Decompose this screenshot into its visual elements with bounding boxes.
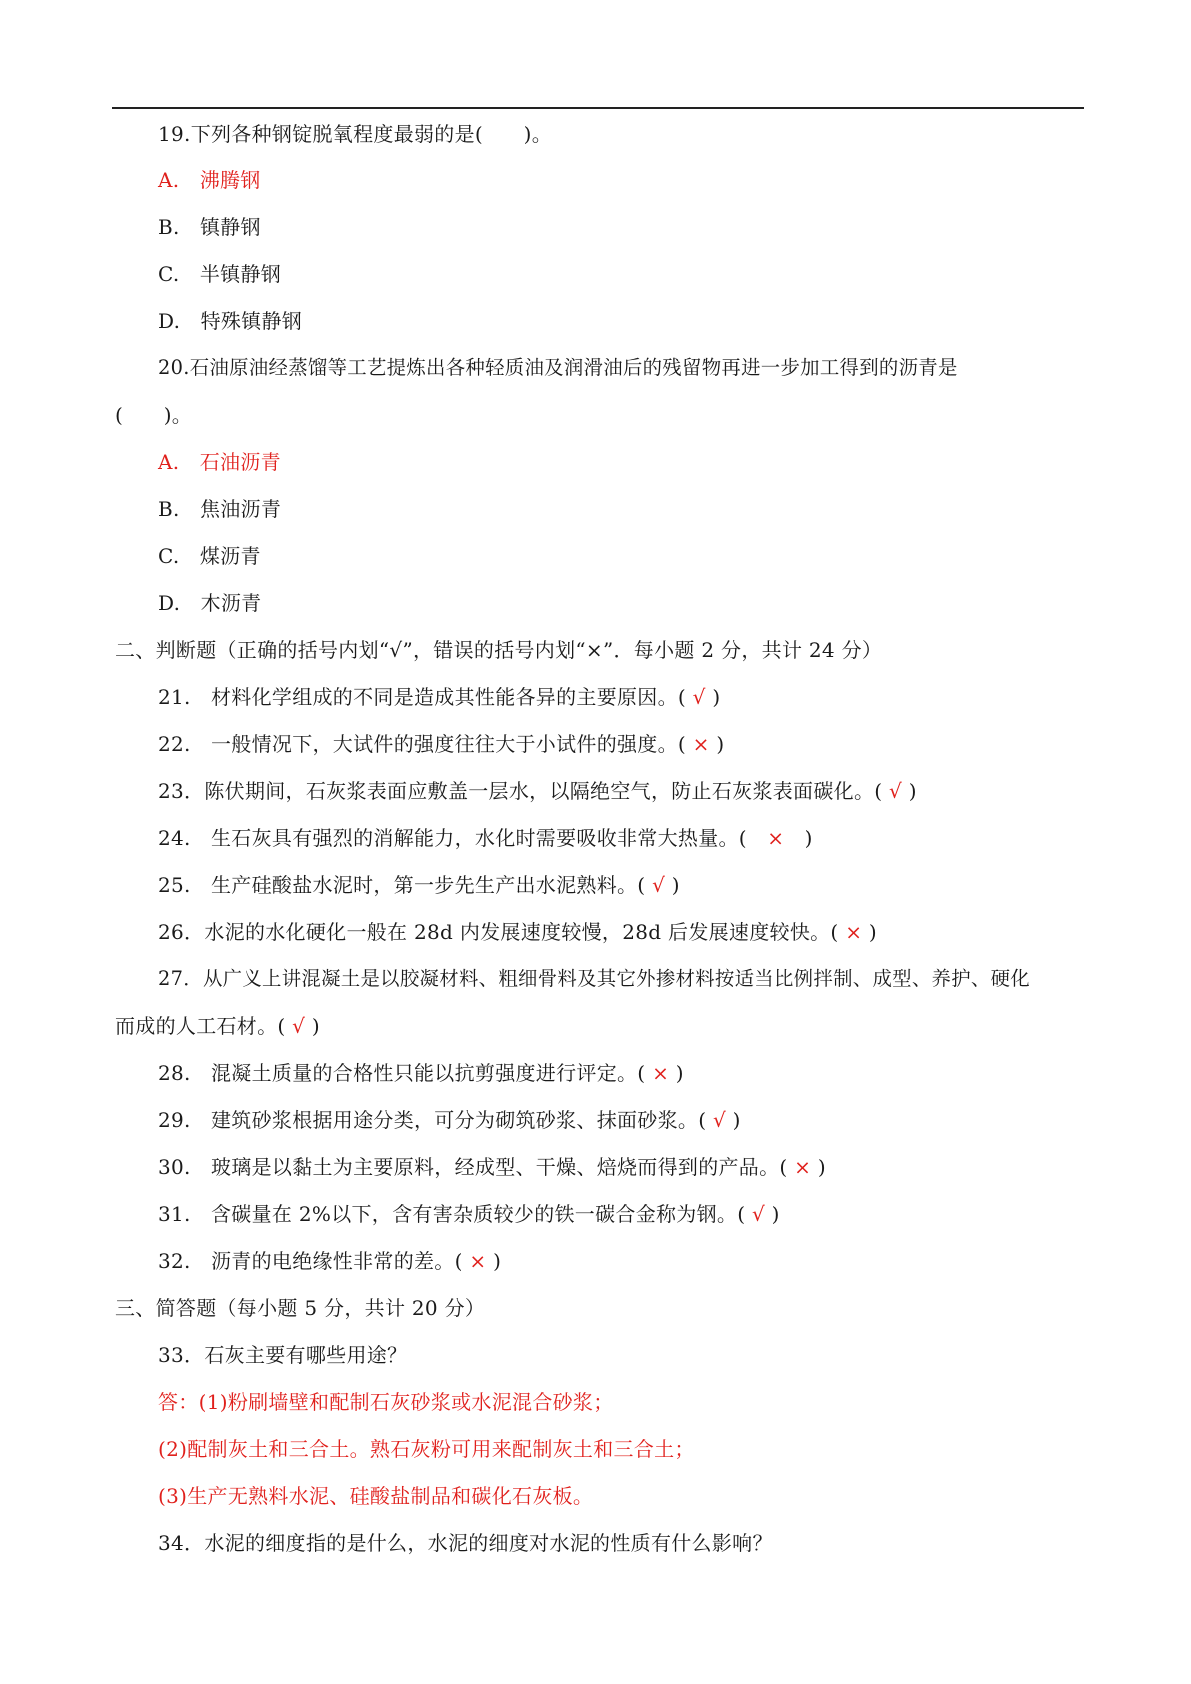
judge-item-30: 30. 玻璃是以黏土为主要原料，经成型、干燥、焙烧而得到的产品。( × )	[158, 1155, 826, 1179]
judge-item-23: 23．陈伏期间，石灰浆表面应敷盖一层水，以隔绝空气，防止石灰浆表面碳化。( √ )	[158, 779, 917, 803]
q33-answer-2: (2)配制灰土和三合土。熟石灰粉可用来配制灰土和三合土；	[158, 1437, 695, 1461]
answer-mark: ×	[787, 1155, 818, 1179]
judge-item-29: 29. 建筑砂浆根据用途分类，可分为砌筑砂浆、抹面砂浆。( √ )	[158, 1108, 741, 1132]
judge-item-21: 21. 材料化学组成的不同是造成其性能各异的主要原因。( √ )	[158, 685, 721, 709]
section3-title: 三、简答题（每小题 5 分，共计 20 分）	[115, 1296, 486, 1320]
q19-option-c: C. 半镇静钢	[158, 262, 282, 286]
q20-option-c: C. 煤沥青	[158, 544, 261, 568]
judge-item-32: 32. 沥青的电绝缘性非常的差。( × )	[158, 1249, 502, 1273]
answer-mark: √	[745, 1202, 772, 1226]
answer-mark: √	[645, 873, 672, 897]
q20-option-a: A. 石油沥青	[158, 450, 281, 474]
answer-mark: √	[686, 685, 713, 709]
answer-mark: ×	[746, 826, 805, 850]
judge-item-27-line1: 27．从广义上讲混凝土是以胶凝材料、粗细骨料及其它外掺材料按适当比例拌制、成型、养护、硬化	[158, 967, 1030, 990]
q19-stem: 19.下列各种钢锭脱氧程度最弱的是( )。	[158, 122, 553, 146]
q20-option-b: B. 焦油沥青	[158, 497, 282, 521]
q20-stem-line1: 20.石油原油经蒸馏等工艺提炼出各种轻质油及润滑油后的残留物再进一步加工得到的沥青是	[158, 356, 958, 379]
q33-answer-3: (3)生产无熟料水泥、硅酸盐制品和碳化石灰板。	[158, 1484, 594, 1508]
q20-option-d: D. 木沥青	[158, 591, 262, 615]
q19-option-a: A. 沸腾钢	[158, 168, 261, 192]
judge-item-31: 31. 含碳量在 2%以下，含有害杂质较少的铁一碳合金称为钢。( √ )	[158, 1202, 780, 1226]
answer-mark: ×	[645, 1061, 676, 1085]
judge-item-27-line2: 而成的人工石材。( √ )	[115, 1014, 320, 1038]
q19-option-b: B. 镇静钢	[158, 215, 261, 239]
judge-item-26: 26．水泥的水化硬化一般在 28d 内发展速度较慢，28d 后发展速度较快。( × )	[158, 920, 878, 944]
q33-answer-1: 答：(1)粉刷墙壁和配制石灰砂浆或水泥混合砂浆；	[158, 1390, 614, 1414]
judge-item-25: 25. 生产硅酸盐水泥时，第一步先生产出水泥熟料。( √ )	[158, 873, 680, 897]
judge-item-24: 24. 生石灰具有强烈的消解能力，水化时需要吸收非常大热量。( × )	[158, 826, 813, 850]
header-rule	[112, 107, 1084, 109]
answer-mark: √	[882, 779, 909, 803]
q19-option-d: D. 特殊镇静钢	[158, 309, 303, 333]
judge-item-22: 22. 一般情况下，大试件的强度往往大于小试件的强度。( × )	[158, 732, 725, 756]
judge-item-28: 28. 混凝土质量的合格性只能以抗剪强度进行评定。( × )	[158, 1061, 684, 1085]
answer-mark: √	[285, 1014, 312, 1038]
answer-mark: ×	[838, 920, 869, 944]
q20-stem-line2: ( )。	[115, 403, 193, 427]
answer-mark: ×	[686, 732, 717, 756]
q34-stem: 34．水泥的细度指的是什么，水泥的细度对水泥的性质有什么影响？	[158, 1531, 773, 1555]
answer-mark: ×	[462, 1249, 494, 1273]
section2-title: 二、判断题（正确的括号内划“√”，错误的括号内划“×”．每小题 2 分，共计 24 分）	[115, 638, 883, 662]
q33-stem: 33．石灰主要有哪些用途？	[158, 1343, 408, 1367]
answer-mark: √	[706, 1108, 733, 1132]
